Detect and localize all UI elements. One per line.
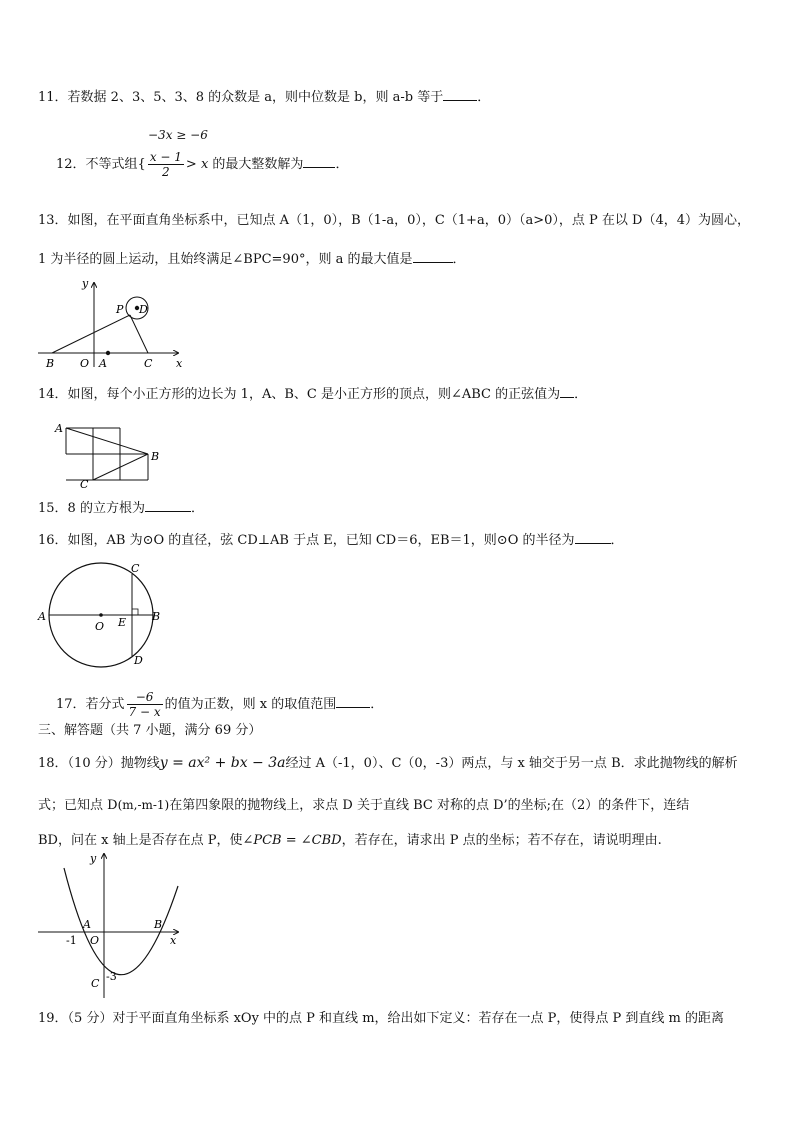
q16-label-d: D — [134, 654, 143, 667]
q14-figure — [52, 418, 164, 490]
q16-label-c: C — [131, 562, 140, 575]
q16-label-a: A — [38, 610, 46, 623]
q18-line-1-b: 经过 A（-1，0）、C（0，-3）两点，与 x 轴交于另一点 B．求此抛物线的解析 — [285, 756, 738, 771]
q14-label-b: B — [151, 450, 160, 463]
q12-suffix: 的最大整数解为 — [212, 157, 304, 172]
q12-system-top: −3x ≥ −6 — [148, 128, 208, 142]
q13-end: ． — [452, 252, 466, 267]
q13-figure — [36, 275, 186, 371]
q17-frac-num: −6 — [127, 690, 163, 705]
q13-point-a — [106, 351, 110, 355]
q11-answer-blank[interactable] — [443, 88, 477, 101]
q18-label-o: O — [90, 934, 100, 947]
q18-line-1-a: 18．（10 分）抛物线 — [38, 756, 160, 771]
question-12 — [56, 150, 348, 179]
q14-text: 14．如图，每个小正方形的边长为 1，A、B、C 是小正方形的顶点，则∠ABC 的正弦值为 — [38, 387, 561, 402]
q16-text: 16．如图，AB 为⊙O 的直径，弦 CD⊥AB 于点 E，已知 CD＝6，EB＝1，则⊙O 的半径为 — [38, 533, 575, 548]
q16-label-e: E — [118, 616, 127, 629]
q18-line-2 — [38, 796, 689, 815]
q17-prefix: 17．若分式 — [56, 697, 125, 712]
q16-figure — [36, 560, 166, 672]
question-16 — [38, 531, 624, 550]
q16-right-angle — [132, 609, 138, 615]
q18-point-d: (m,-m-1) — [117, 798, 170, 812]
question-14 — [38, 385, 587, 404]
q13-label-b: B — [46, 357, 55, 370]
q17-suffix: 的值为正数，则 x 的取值范围 — [164, 697, 337, 712]
q12-relation: > x — [185, 157, 209, 172]
q13-line-bp — [52, 315, 130, 353]
q11-end: ． — [477, 90, 491, 105]
q13-line-2 — [38, 250, 466, 269]
q13-label-o: O — [80, 357, 90, 370]
q18-angle-formula: ∠PCB = ∠CBD — [242, 833, 342, 848]
question-11 — [38, 88, 490, 107]
q18-line-2-a: 式；已知点 D — [38, 798, 118, 813]
question-17 — [56, 690, 383, 719]
q13-line-2-text: 1 为半径的圆上运动，且始终满足∠BPC=90°，则 a 的最大值是 — [38, 252, 413, 267]
q14-segment-ab — [66, 428, 148, 454]
q15-text: 15．8 的立方根为 — [38, 501, 145, 516]
q13-label-y: y — [82, 277, 89, 290]
q18-label-y: y — [90, 852, 97, 865]
q17-answer-blank[interactable] — [336, 695, 370, 708]
q13-answer-blank[interactable] — [413, 250, 453, 263]
q18-line-2-b: 在第四象限的抛物线上，求点 D 关于直线 BC 对称的点 D’的坐标;在（2）的条件下，连结 — [169, 798, 690, 813]
question-19: 19．（5 分）对于平面直角坐标系 xOy 中的点 P 和直线 m，给出如下定义：若存在一点 P，使得点 P 到直线 m 的距离 — [38, 1011, 724, 1026]
q16-label-o: O — [95, 620, 105, 633]
q12-frac-num: x − 1 — [149, 150, 182, 164]
q16-answer-blank[interactable] — [575, 531, 611, 544]
q18-label-c: C — [91, 977, 100, 990]
q17-fraction — [127, 690, 163, 719]
q12-answer-blank[interactable] — [303, 155, 335, 168]
q18-label-b: B — [154, 918, 163, 931]
q13-label-d: D — [139, 303, 148, 316]
q18-parabola-formula: y = ax² + bx − 3a — [159, 755, 286, 771]
question-15 — [38, 499, 204, 518]
q14-grid — [66, 428, 148, 480]
q13-line-1: 13．如图，在平面直角坐标系中，已知点 A（1，0），B（1-a，0），C（1+a，0）（a>0），点 P 在以 D（4，4）为圆心， — [38, 213, 750, 228]
q18-label-minus3: -3 — [106, 970, 117, 983]
q18-label-a: A — [83, 918, 91, 931]
q16-label-b: B — [152, 610, 161, 623]
q16-end: ． — [610, 533, 624, 548]
q11-body: 若数据 2、3、5、3、8 的众数是 a，则中位数是 b，则 a-b 等于 — [67, 90, 444, 105]
q18-line-3-b: ，若存在，请求出 P 点的坐标；若不存在，请说明理由. — [341, 833, 662, 848]
q18-line-1 — [38, 754, 738, 773]
q12-number: 12． — [56, 157, 86, 172]
section-3-heading: 三、解答题（共 7 小题，满分 69 分） — [38, 723, 262, 738]
q17-end: ． — [370, 697, 384, 712]
q12-end: ． — [335, 157, 349, 172]
q18-line-3-a: BD，问在 x 轴上是否存在点 P，使 — [38, 833, 243, 848]
q18-label-minus1: -1 — [66, 934, 77, 947]
q12-fraction — [148, 150, 184, 179]
q14-label-a: A — [55, 422, 63, 435]
q12-frac-den: 2 — [162, 165, 170, 179]
q15-end: ． — [190, 501, 204, 516]
q16-center-o — [99, 613, 103, 617]
q13-label-c: C — [144, 357, 153, 370]
q11-text: 11． — [38, 90, 68, 105]
q13-label-p: P — [116, 303, 124, 316]
q14-end: ． — [574, 387, 588, 402]
q13-label-x: x — [176, 357, 183, 370]
q12-prefix: 不等式组{ — [85, 157, 146, 172]
q18-line-3 — [38, 832, 662, 850]
q18-label-x: x — [170, 934, 177, 947]
q13-line-pc — [130, 315, 148, 353]
q14-answer-blank[interactable] — [560, 385, 574, 398]
q13-label-a: A — [99, 357, 107, 370]
q17-frac-den: 7 − x — [128, 705, 161, 719]
q15-answer-blank[interactable] — [145, 499, 191, 512]
q18-figure — [36, 852, 186, 1002]
q14-label-c: C — [80, 478, 89, 490]
